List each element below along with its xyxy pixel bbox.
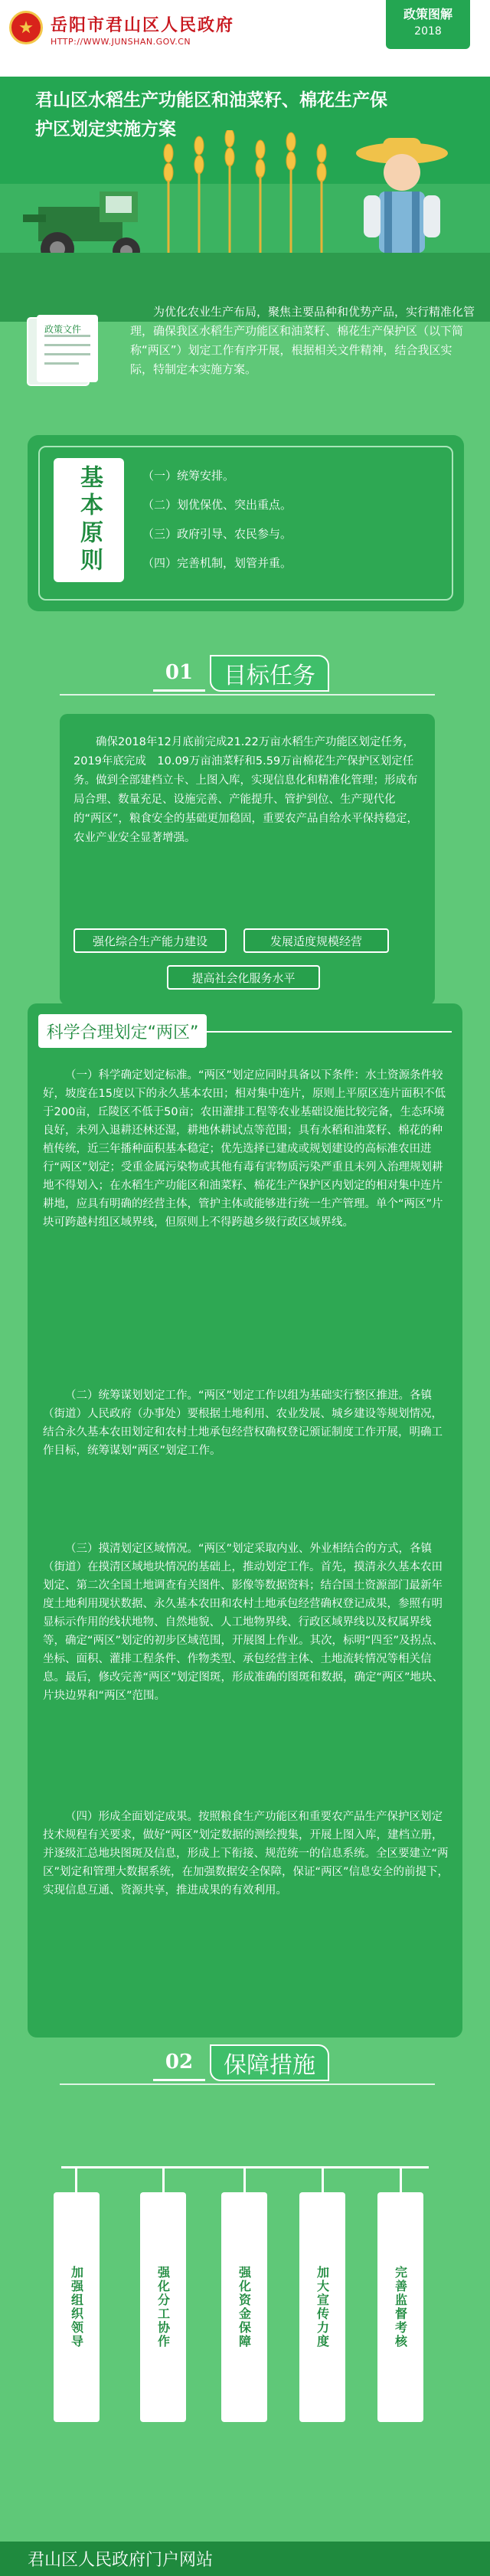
intro-text: 为优化农业生产布局，聚焦主要品种和优势产品，实行精准化管理，确保我区水稻生产功能区和油菜籽、棉花生产保护区（以下简称“两区”）划定工作有序开展，根据相关文件精神，结合我区实际，特制定本实施方案。 (130, 305, 475, 376)
guarantee-item: 强化资金保障 (221, 2192, 267, 2422)
intro-section (0, 295, 490, 410)
footer-site-link[interactable]: 君山区人民政府门户网站 (0, 2542, 490, 2576)
page-title: 君山区水稻生产功能区和油菜籽、棉花生产保护区划定实施方案 (35, 90, 387, 139)
guarantee-item: 加强组织领导 (54, 2192, 100, 2422)
zoning-title: 科学合理划定“两区” (38, 1014, 207, 1048)
national-emblem-icon (9, 11, 43, 44)
zoning-paragraph: （四）形成全面划定成果。按照粮食生产功能区和重要农产品生产保护区划定技术规程有关要求，做好“两区”划定数据的测绘搜集，开展上图入库，建档立册，并逐级汇总地块图斑及信息，形成上下衔接、规范统一的信息系统。全区要建立“两区”划定和管理大数据系统，在加强数据安全保障，保证“两区”信息安全的前提下，实现信息互通、资源共享，推进成果的有效利用。 (43, 1811, 449, 1897)
doc-label: 政策文件 (44, 324, 82, 335)
section-number: 01 (153, 655, 205, 692)
header-banner (0, 0, 490, 322)
principles-panel (28, 435, 464, 611)
policy-badge: 政策图解 2018 (386, 0, 470, 49)
zoning-paragraph: （三）摸清划定区域情况。“两区”划定采取内业、外业相结合的方式，各镇（街道）在摸清区域地块情况的基础上，推动划定工作。首先，摸清永久基本农田划定、第二次全国土地调查有关图件、影像等数据资料；结合国土资源部门最新年度土地利用现状数据、永久基本农田和农村土地承包经营确权登记成果，参照有明显标示作用的线状地物、自然地貌、人工地物界线、行政区域界线以及权属界线等，确定“两区”划定的初步区域范围，开展图上作业。其次，标明“四至”及拐点、坐标、面积、灌排工程条件、作物类型、承包经营主体、土地流转情况等相关信息。最后，修改完善“两区”划定图斑，形成准确的图斑和数据，确定“两区”地块、片块边界和“两区”范围。 (43, 1543, 444, 1702)
wheat-illustration (153, 130, 352, 260)
site-url[interactable]: HTTP://WWW.JUNSHAN.GOV.CN (51, 37, 191, 47)
zoning-panel (28, 1003, 462, 2038)
principles-label: 基本原则 (54, 458, 124, 582)
section-title: 保障措施 (210, 2044, 329, 2081)
section-title: 目标任务 (210, 655, 329, 692)
section-header-goals (153, 653, 329, 694)
goal-pill: 发展适度规模经营 (243, 928, 389, 953)
section-number: 02 (153, 2044, 205, 2081)
zoning-paragraph: （二）统筹谋划划定工作。“两区”划定工作以组为基础实行整区推进。各镇（街道）人民政府（办事处）要根据土地利用、农业发展、城乡建设等规划情况，结合永久基本农田划定和农村土地承包经营权确权登记颁证制度工作开展，明确工作目标，统筹谋划“两区”划定工作。 (43, 1389, 443, 1457)
goal-pill: 强化综合生产能力建设 (74, 928, 227, 953)
guarantee-item: 加大宣传力度 (299, 2192, 345, 2422)
section-header-guarantees (153, 2042, 329, 2083)
principle-item: （四）完善机制，划管并重。 (142, 556, 292, 570)
goals-panel (60, 714, 435, 1005)
principle-item: （一）统筹安排。 (142, 469, 235, 483)
principle-item: （三）政府引导、农民参与。 (142, 527, 292, 541)
goal-pill: 提高社会化服务水平 (167, 965, 320, 990)
guarantee-item: 完善监督考核 (377, 2192, 423, 2422)
guarantee-item: 强化分工协作 (140, 2192, 186, 2422)
zoning-paragraph: （一）科学确定划定标准。“两区”划定应同时具备以下条件：水土资源条件较好，坡度在15度以下的永久基本农田；相对集中连片，原则上平原区连片面积不低于200亩，丘陵区不低于50亩；农田灌排工程等农业基础设施比较完备，生态环境良好，未列入退耕还林还湿，耕地休耕试点等范围；具有水稻和油菜籽、棉花的种植传统，近三年播种面积基本稳定；优先选择已建成或规划建设的高标准农田进行“两区”划定；受重金属污染物或其他有毒有害物质污染严重且未列入治理规划耕地不得划入；在水稻生产功能区和油菜籽、棉花生产保护区内划定的相对集中连片耕地，应具有明确的经营主体，管护主体或能够进行统一生产管理。单个“两区”片块可跨越村组区域界线，但原则上不得跨越乡级行政区域界线。 (43, 1069, 446, 1229)
site-name[interactable]: 岳阳市君山区人民政府 (51, 15, 235, 35)
goals-text: 确保2018年12月底前完成21.22万亩水稻生产功能区划定任务，2019年底完成 10.09万亩油菜籽和5.59万亩棉花生产保护区划定任务。做到全部建档立卡、上图入库，实现信息化和精准化管理；形成布局合理、数量充足、设施完善、产能提升、管护到位、生产现代化的“两区”，粮食安全的基础更加稳固，重要农产品自给水平保持稳定，农业产业安全显著增强。 (74, 736, 419, 844)
principles-list (142, 461, 292, 578)
principle-item: （二）划优保优、突出重点。 (142, 498, 292, 512)
